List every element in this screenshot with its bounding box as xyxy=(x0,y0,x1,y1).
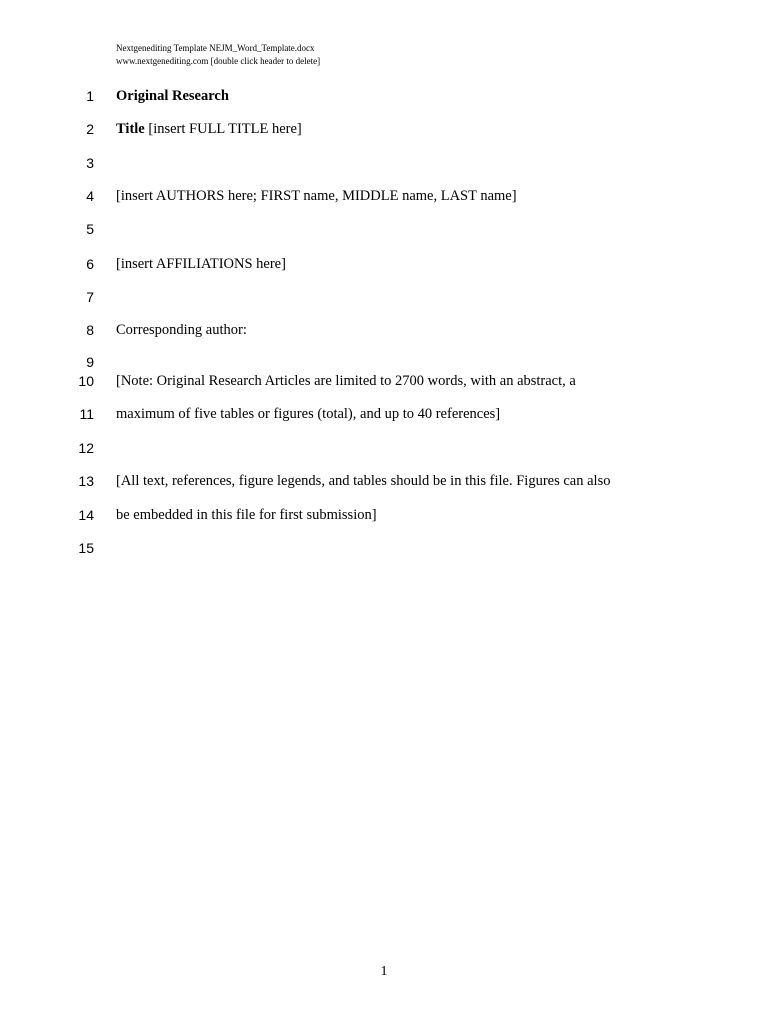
line-number: 4 xyxy=(86,188,94,204)
affiliations-placeholder: [insert AFFILIATIONS here] xyxy=(116,256,286,272)
header-template-name: Nextgenediting Template NEJM_Word_Template.docx xyxy=(116,43,315,53)
line-number: 13 xyxy=(78,473,94,489)
section-heading: Original Research xyxy=(116,88,229,104)
line-number: 7 xyxy=(86,289,94,305)
line-number: 3 xyxy=(86,155,94,171)
line-number: 6 xyxy=(86,256,94,272)
line-number: 2 xyxy=(86,121,94,137)
line-number: 9 xyxy=(86,354,94,370)
instructions-line-1: [All text, references, figure legends, and tables should be in this file. Figures can also xyxy=(116,473,611,489)
title-line xyxy=(116,120,302,138)
line-number: 8 xyxy=(86,322,94,338)
note-line-2: maximum of five tables or figures (total), and up to 40 references] xyxy=(116,406,501,422)
line-number: 10 xyxy=(78,373,94,389)
line-number: 11 xyxy=(79,406,94,422)
note-line-1: [Note: Original Research Articles are limited to 2700 words, with an abstract, a xyxy=(116,373,576,389)
line-number: 15 xyxy=(78,540,94,556)
page-number: 1 xyxy=(380,964,388,979)
line-number: 14 xyxy=(78,507,94,523)
line-number: 12 xyxy=(78,440,94,456)
instructions-line-2: be embedded in this file for first submission] xyxy=(116,507,377,523)
title-label: Title xyxy=(116,121,145,137)
header-website: www.nextgenediting.com [double click header to delete] xyxy=(116,56,321,66)
authors-placeholder: [insert AUTHORS here; FIRST name, MIDDLE name, LAST name] xyxy=(116,188,517,204)
document-header[interactable] xyxy=(116,42,320,68)
corresponding-author-label: Corresponding author: xyxy=(116,322,247,338)
line-number: 5 xyxy=(86,221,94,237)
line-number: 1 xyxy=(86,88,94,104)
title-placeholder: [insert FULL TITLE here] xyxy=(144,121,302,137)
